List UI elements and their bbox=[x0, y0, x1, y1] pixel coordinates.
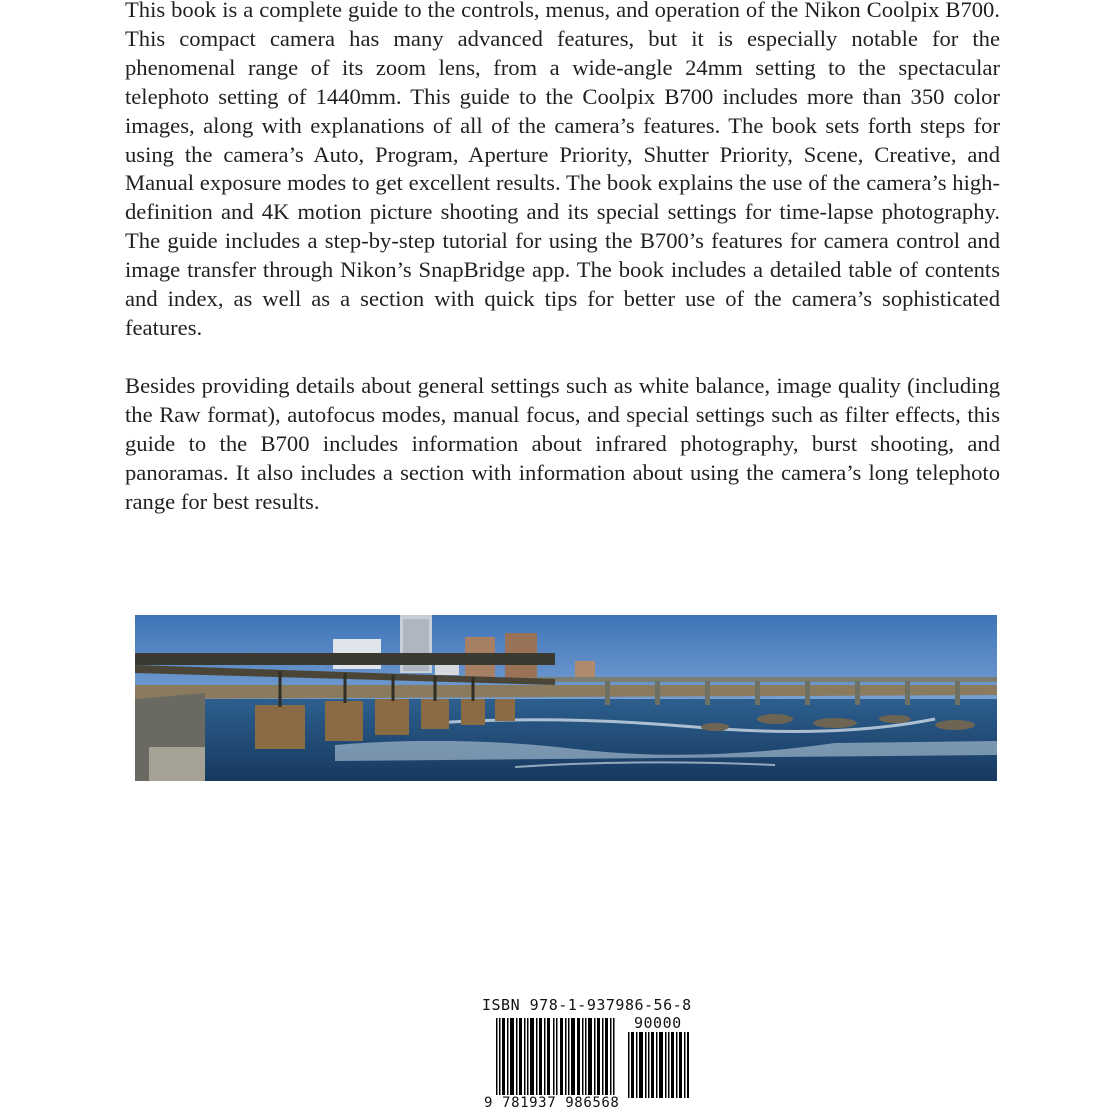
addon-barcode-bars bbox=[628, 1032, 690, 1098]
ean-digits: 9 781937 986568 bbox=[480, 1095, 623, 1111]
back-cover-description bbox=[125, 0, 1000, 516]
river-bridge-panorama-photo bbox=[135, 615, 997, 781]
isbn-barcode bbox=[480, 996, 694, 1120]
price-code: 90000 bbox=[634, 1014, 682, 1032]
description-paragraph-2: Besides providing details about general settings such as white balance, image quality (including the Raw format), autofocus modes, manual focus, and special settings such as filter effects, this guide to the B700 includes information about infrared photography, burst shooting, and panoramas. It also includes a section with information about using the camera’s long telephoto range for best results. bbox=[125, 372, 1000, 514]
isbn-label: ISBN 978-1-937986-56-8 bbox=[482, 996, 692, 1014]
description-paragraph-1: This book is a complete guide to the controls, menus, and operation of the Nikon Coolpix B700. This compact camera has many advanced features, but it is especially notable for the phenomenal range of its zoom lens, from a wide-angle 24mm setting to the spectacular telephoto setting of 1440mm. This guide to the Coolpix B700 includes more than 350 color images, along with explanations of all of the camera’s features. The book sets forth steps for using the camera’s Auto, Program, Aperture Priority, Shutter Priority, Scene, Creative, and Manual exposure modes to get excellent results. The book explains the use of the camera’s high-definition and 4K motion picture shooting and its special settings for time-lapse photography. The guide includes a step-by-step tutorial for using the B700’s features for camera control and image transfer through Nikon’s SnapBridge app. The book includes a detailed table of contents and index, as well as a section with quick tips for better use of the camera’s sophisticated features. bbox=[125, 0, 1000, 340]
